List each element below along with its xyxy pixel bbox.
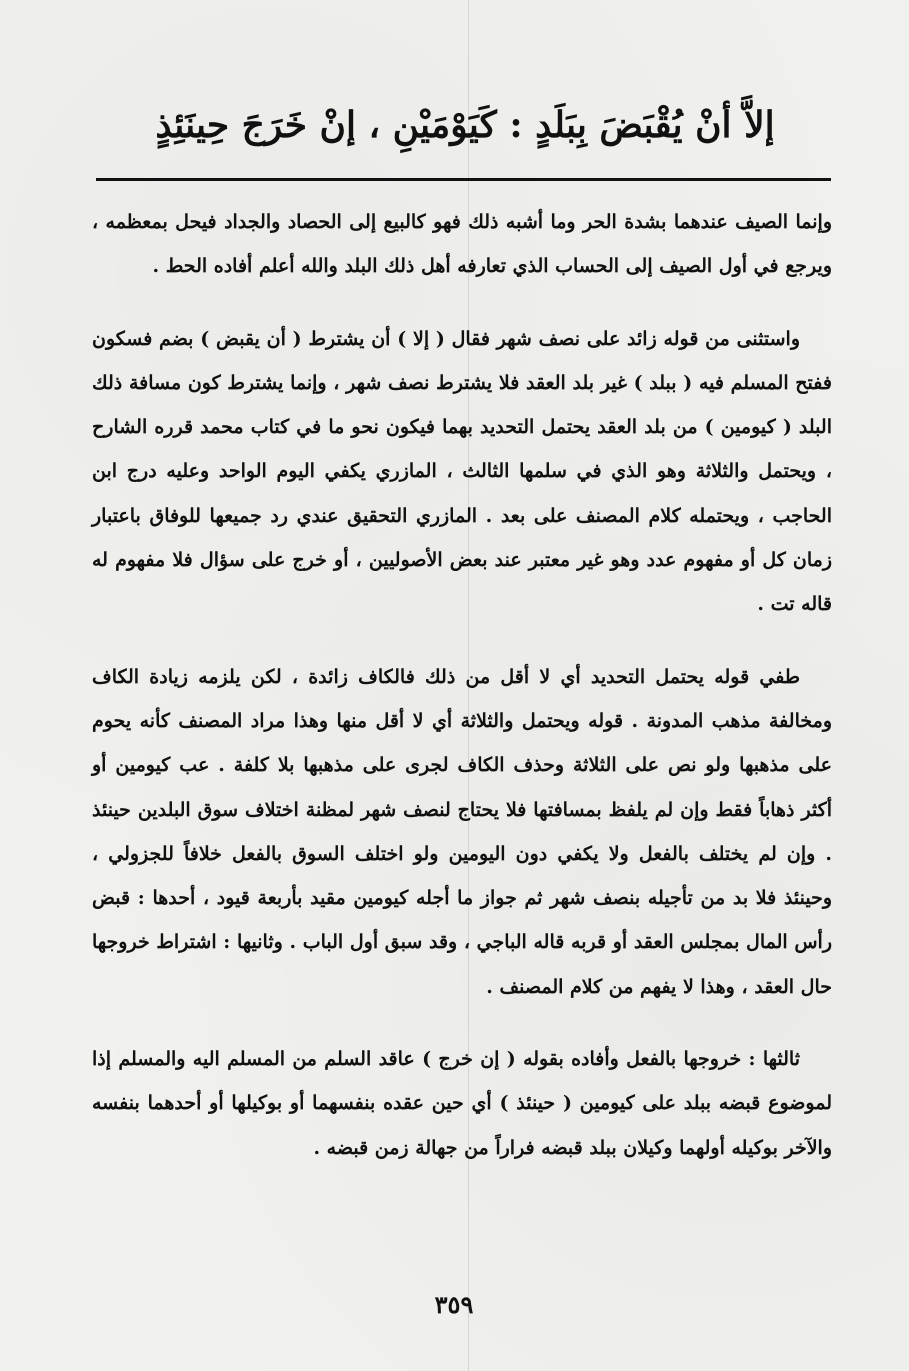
body-text bbox=[92, 200, 832, 1170]
paragraph-3: طفي قوله يحتمل التحديد أي لا أقل من ذلك فالكاف زائدة ، لكن يلزمه زيادة الكاف ومخالفة مذهب المدونة . قوله ويحتمل والثلاثة أي لا أقل منها وهذا مراد المصنف كأنه يحوم على مذهبها ولو نص على الثلاثة وحذف الكاف لجرى على مذهبها بلا كلفة . عب كيومين أو أكثر ذهاباً فقط وإن لم يلفظ بمسافتها فلا يحتاج لنصف شهر لمظنة اختلاف سوق البلدين حينئذ . وإن لم يختلف بالفعل ولا يكفي دون اليومين ولو اختلف السوق بالفعل خلافاً للجزولي ، وحينئذ فلا بد من تأجيله بنصف شهر ثم جواز ما أجله كيومين مقيد بأربعة قيود ، أحدها : قبض رأس المال بمجلس العقد أو قربه قاله الباجي ، وقد سبق أول الباب . وثانيها : اشتراط خروجها حال العقد ، وهذا لا يفهم من كلام المصنف . bbox=[92, 665, 832, 998]
paragraph-1: وإنما الصيف عندهما بشدة الحر وما أشبه ذلك فهو كالبيع إلى الحصاد والجداد فيحل بمعظمه ، ويرجع في أول الصيف إلى الحساب الذي تعارفه أهل ذلك البلد والله أعلم أفاده الحط . bbox=[92, 211, 832, 278]
header-divider bbox=[96, 178, 831, 181]
page-number: ٣٥٩ bbox=[434, 1290, 474, 1319]
paragraph-2: واستثنى من قوله زائد على نصف شهر فقال ( إلا ) أن يشترط ( أن يقبض ) بضم فسكون ففتح المسلم فيه ( ببلد ) غير بلد العقد فلا يشترط نصف شهر ، وإنما يشترط كون مسافة ذلك البلد ( كيومين ) من بلد العقد يحتمل التحديد بهما فيكون نحو ما في كتاب محمد قرره الشارح ، ويحتمل والثلاثة وهو الذي في سلمها الثالث ، المازري يكفي اليوم الواحد وعليه درج ابن الحاجب ، ويحتمله كلام المصنف على بعد . المازري التحقيق عندي رد جميعها للوفاق باعتبار زمان كل أو مفهوم عدد وهو غير معتبر عند بعض الأصوليين ، أو خرج على سؤال فلا مفهوم له قاله تت . bbox=[92, 327, 832, 616]
page-header-title: إلاَّ أنْ يُقْبَضَ بِبَلَدٍ : كَيَوْمَيْنِ ، إنْ خَرَجَ حِينَئِذٍ bbox=[155, 104, 775, 146]
paragraph-4: ثالثها : خروجها بالفعل وأفاده بقوله ( إن خرج ) عاقد السلم من المسلم اليه والمسلم إذا لموضوع قبضه ببلد على كيومين ( حينئذ ) أي حين عقده بنفسهما أو بوكيلها أو أحدهما بنفسه والآخر بوكيله أولهما وكيلان ببلد قبضه فراراً من جهالة زمن قبضه . bbox=[92, 1048, 832, 1159]
